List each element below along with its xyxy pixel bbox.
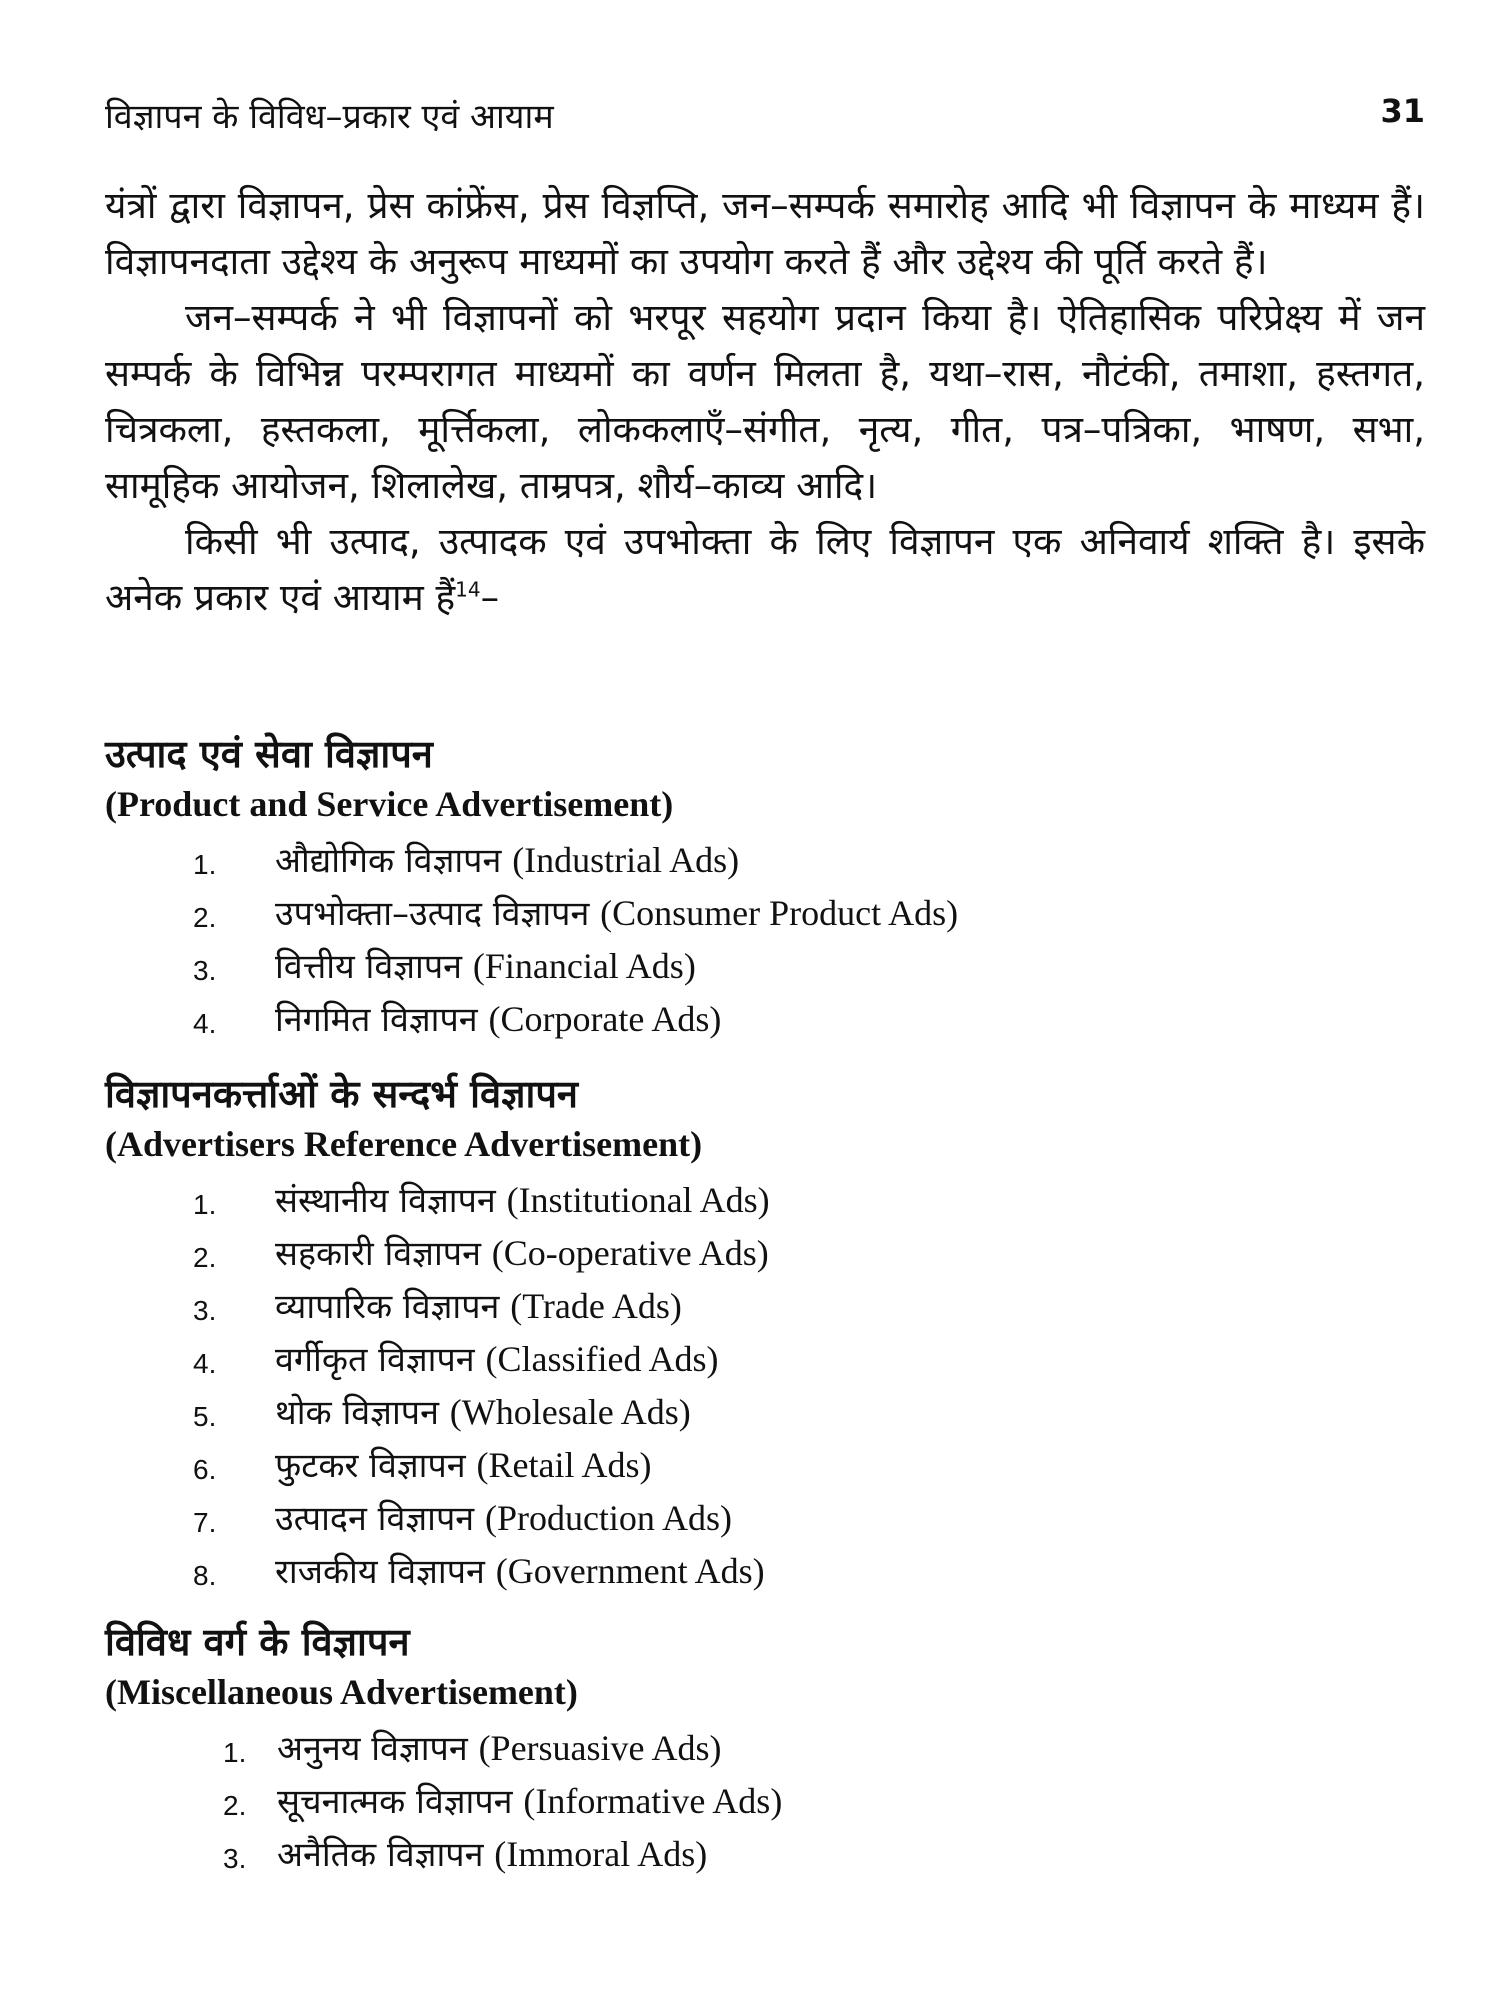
ad-type-list bbox=[105, 1722, 1425, 1881]
item-number: 2. bbox=[193, 1242, 217, 1273]
list-item bbox=[105, 940, 1425, 993]
item-hindi: औद्योगिक विज्ञापन bbox=[275, 841, 502, 881]
item-number: 8. bbox=[193, 1560, 217, 1591]
list-item bbox=[105, 1227, 1425, 1280]
item-hindi: उत्पादन विज्ञापन bbox=[275, 1499, 475, 1539]
item-english: (Corporate Ads) bbox=[488, 999, 722, 1039]
item-english: (Immoral Ads) bbox=[494, 1834, 708, 1874]
list-item bbox=[105, 1174, 1425, 1227]
list-item bbox=[105, 1280, 1425, 1333]
paragraph-dash: – bbox=[480, 576, 500, 619]
item-hindi: उपभोक्ता–उत्पाद विज्ञापन bbox=[275, 894, 590, 934]
item-hindi: सूचनात्मक विज्ञापन bbox=[277, 1782, 513, 1822]
item-hindi: वर्गीकृत विज्ञापन bbox=[275, 1340, 475, 1380]
running-header bbox=[105, 92, 1425, 142]
item-number: 2. bbox=[223, 1790, 247, 1821]
section-title-english: (Advertisers Reference Advertisement) bbox=[105, 1124, 703, 1164]
list-item bbox=[105, 1775, 1425, 1828]
list-item bbox=[105, 1722, 1425, 1775]
list-item bbox=[105, 834, 1425, 887]
item-english: (Institutional Ads) bbox=[506, 1180, 770, 1220]
item-number: 5. bbox=[193, 1401, 217, 1432]
item-number: 3. bbox=[223, 1843, 247, 1874]
item-hindi: संस्थानीय विज्ञापन bbox=[275, 1181, 496, 1221]
item-hindi: वित्तीय विज्ञापन bbox=[275, 947, 463, 987]
list-item bbox=[105, 1492, 1425, 1545]
list-item bbox=[105, 1828, 1425, 1881]
item-english: (Financial Ads) bbox=[472, 946, 696, 986]
item-english: (Co-operative Ads) bbox=[491, 1233, 769, 1273]
list-item bbox=[105, 1439, 1425, 1492]
item-english: (Classified Ads) bbox=[485, 1339, 719, 1379]
list-item bbox=[105, 887, 1425, 940]
section-title-hindi: विज्ञापनकर्त्ताओं के सन्दर्भ विज्ञापन bbox=[105, 1072, 579, 1116]
item-hindi: व्यापारिक विज्ञापन bbox=[275, 1287, 500, 1327]
item-number: 3. bbox=[193, 1295, 217, 1326]
section-title-english: (Product and Service Advertisement) bbox=[105, 784, 674, 824]
section-miscellaneous bbox=[105, 1616, 1425, 1881]
ad-type-list bbox=[105, 1174, 1425, 1598]
paragraph: जन–सम्पर्क ने भी विज्ञापनों को भरपूर सहयोग प्रदान किया है। ऐतिहासिक परिप्रेक्ष्य में जन सम्पर्क के विभिन्न परम्परागत माध्यमों का वर्णन मिलता है, यथा–रास, नौटंकी, तमाशा, हस्तगत, चित्रकला, हस्तकला, मूर्त्तिकला, लोककलाएँ–संगीत, नृत्य, गीत, पत्र–पत्रिका, भाषण, सभा, सामूहिक आयोजन, शिलालेख, ताम्रपत्र, शौर्य–काव्य आदि। bbox=[105, 296, 1425, 507]
page-number: 31 bbox=[1380, 92, 1425, 130]
body-text bbox=[105, 178, 1425, 626]
item-hindi: थोक विज्ञापन bbox=[275, 1393, 439, 1433]
list-item bbox=[105, 1386, 1425, 1439]
item-hindi: अनैतिक विज्ञापन bbox=[277, 1835, 484, 1875]
section-title-hindi: विविध वर्ग के विज्ञापन bbox=[105, 1620, 410, 1664]
paragraph-text: किसी भी उत्पाद, उत्पादक एवं उपभोक्ता के लिए विज्ञापन एक अनिवार्य शक्ति है। इसके अनेक प्रकार एवं आयाम हैं bbox=[105, 520, 1425, 619]
item-hindi: सहकारी विज्ञापन bbox=[275, 1234, 481, 1274]
item-english: (Trade Ads) bbox=[510, 1286, 682, 1326]
item-english: (Wholesale Ads) bbox=[449, 1392, 691, 1432]
item-hindi: निगमित विज्ञापन bbox=[275, 1000, 478, 1040]
ad-type-list bbox=[105, 834, 1425, 1046]
item-english: (Industrial Ads) bbox=[512, 840, 740, 880]
item-number: 7. bbox=[193, 1507, 217, 1538]
item-number: 1. bbox=[193, 1189, 217, 1220]
item-english: (Consumer Product Ads) bbox=[600, 893, 959, 933]
list-item bbox=[105, 1545, 1425, 1598]
item-english: (Retail Ads) bbox=[476, 1445, 652, 1485]
running-title: विज्ञापन के विविध–प्रकार एवं आयाम bbox=[105, 97, 554, 137]
paragraph: यंत्रों द्वारा विज्ञापन, प्रेस कांफ्रेंस, प्रेस विज्ञप्ति, जन–सम्पर्क समारोह आदि भी विज्ञापन के माध्यम हैं। विज्ञापनदाता उद्देश्य के अनुरूप माध्यमों का उपयोग करते हैं और उद्देश्य की पूर्ति करते हैं। bbox=[105, 184, 1425, 283]
item-number: 1. bbox=[193, 849, 217, 880]
section-product-service bbox=[105, 728, 1425, 1046]
footnote-marker: 14 bbox=[455, 577, 481, 602]
item-number: 6. bbox=[193, 1454, 217, 1485]
item-english: (Production Ads) bbox=[484, 1498, 732, 1538]
section-title-english: (Miscellaneous Advertisement) bbox=[105, 1672, 578, 1712]
item-english: (Informative Ads) bbox=[523, 1781, 783, 1821]
item-number: 3. bbox=[193, 955, 217, 986]
paragraph bbox=[105, 514, 1425, 626]
item-number: 1. bbox=[223, 1737, 247, 1768]
item-number: 2. bbox=[193, 902, 217, 933]
item-hindi: राजकीय विज्ञापन bbox=[275, 1552, 485, 1592]
item-hindi: फुटकर विज्ञापन bbox=[275, 1446, 466, 1486]
item-english: (Government Ads) bbox=[495, 1551, 765, 1591]
item-hindi: अनुनय विज्ञापन bbox=[277, 1729, 468, 1769]
list-item bbox=[105, 1333, 1425, 1386]
item-english: (Persuasive Ads) bbox=[478, 1728, 722, 1768]
item-number: 4. bbox=[193, 1348, 217, 1379]
section-advertisers-reference bbox=[105, 1068, 1425, 1598]
list-item bbox=[105, 993, 1425, 1046]
item-number: 4. bbox=[193, 1008, 217, 1039]
section-title-hindi: उत्पाद एवं सेवा विज्ञापन bbox=[105, 732, 433, 776]
